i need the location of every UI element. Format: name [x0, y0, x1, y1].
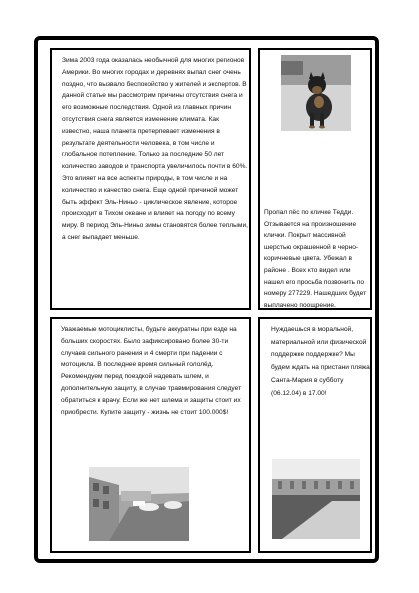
snow-article-panel	[50, 48, 251, 310]
seaside-photo	[272, 459, 360, 539]
dog-photo	[281, 55, 351, 131]
snow-article-text: Зима 2003 года оказалась необычной для многих регионов Америки. Во многих городах и деревнях выпал снег очень поздно, что вызвало беспокойство у жителей и экспертов. В данной статье мы рассмотрим причины отсутствия снега и его возможные последствия. Одной из главных причин отсутствия снега является изменение климата. Как известно, наша планета претерпевает изменения в результате деятельности человека, в том числе и глобальное потепление. Только за последние 50 лет количество заводов и транспорта увеличилось почти в 60%. Это влияет на все аспекты природы, в том числе и на количество и качество снега. Еще одной причиной может быть эффект Эль-Ниньо - циклическое явление, которое происходит в Тихом океане и влияет на погоду по всему миру. В период Эль-Ниньо зимы становятся более теплыми, а снег выпадает меньше.	[62, 57, 248, 241]
lost-dog-text: Пропал пёс по кличке Тедди. Отзывается на произношение клички. Покрыт массивной шерстью окрашенной в черно-коричневые цвета. Убежал в районе . Всех кто видел или нашел его просьба позвонить по номеру 277229. Нашедших будет выплачено поощрение.	[264, 209, 367, 309]
motorcyclists-text: Уважаемые мотоциклисты, будьте аккуратны при езде на больших скоростях. Было зафиксировано более 30-ти случаев сильного ранения и 4 смерти при падении с мотоцикла. В последнее время сильный гололёд. Рекомендуем перед поездкой надевать шлем, и дополнительную защиту, в случае травмирования следует обратиться к врачу. Если же нет шлема и защиты стоит их приобрести. Купите защиту - жизнь не стоит 100.000$!	[61, 326, 242, 416]
support-text: Нуждаешься в моральной, материальной или физической поддержке поддержке? Мы будем ждать на пристани пляжа Санта-Мария в субботу (06.12.04) в 17.00!	[271, 326, 370, 397]
support-panel	[258, 317, 372, 553]
street-photo	[89, 467, 189, 541]
motorcyclists-panel	[50, 317, 251, 553]
lost-dog-panel	[258, 48, 372, 310]
